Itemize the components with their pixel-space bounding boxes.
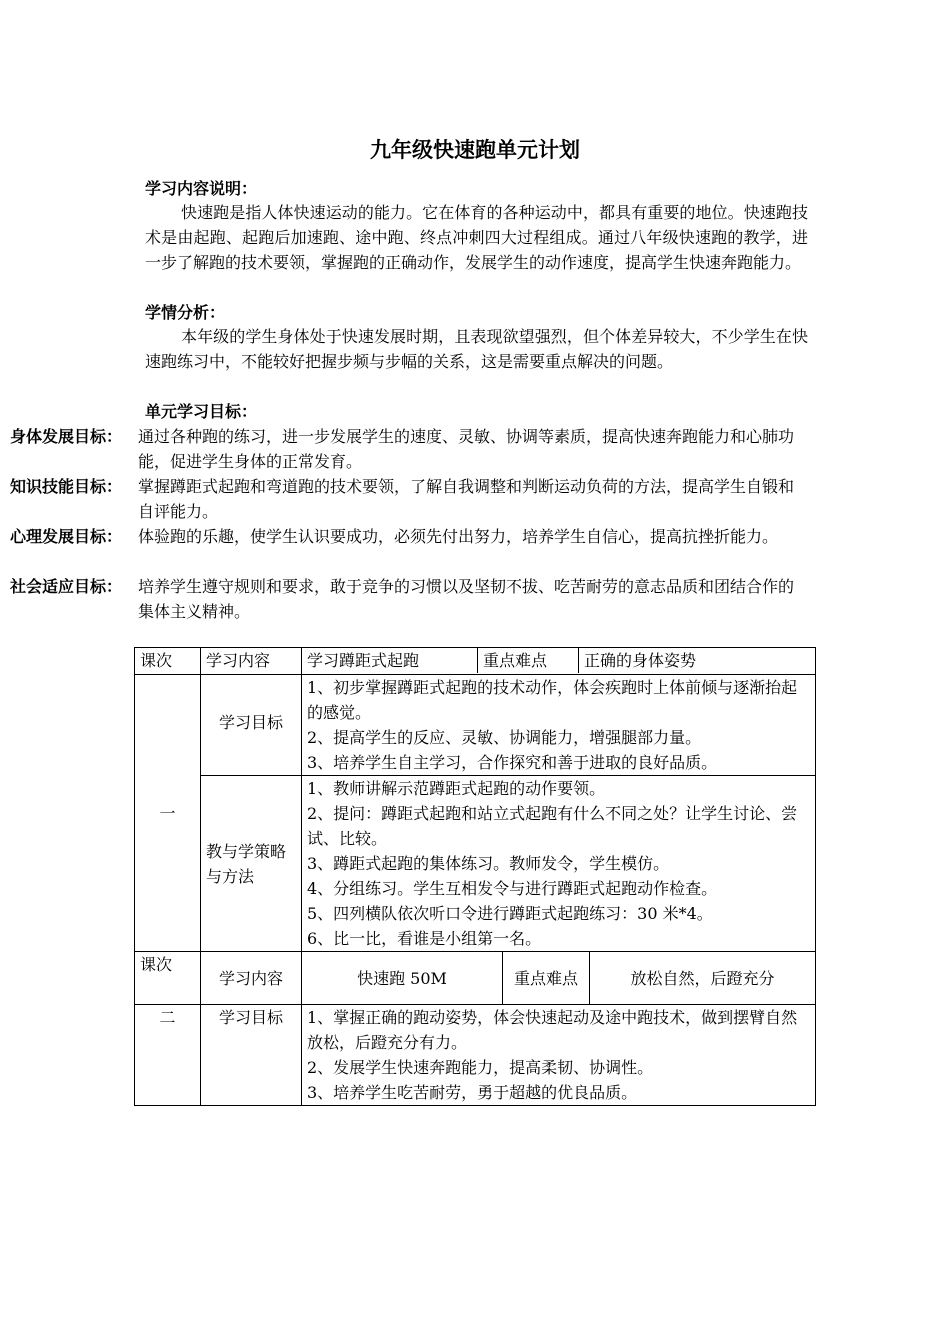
intro-text: 快速跑是指人体快速运动的能力。它在体育的各种运动中，都具有重要的地位。快速跑技术是由起跑、起跑后加速跑、途中跑、终点冲刺四大过程组成。通过八年级快速跑的教学，进一步了解跑的技术要领，掌握跑的正确动作，发展学生的动作速度，提高学生快速奔跑能力。: [145, 203, 808, 272]
goal-label-social: 社会适应目标：: [10, 577, 123, 596]
list-item: 6、比一比，看谁是小组第一名。: [307, 929, 542, 948]
goal-text-skills: 掌握蹲距式起跑和弯道跑的技术要领，了解自我调整和判断运动负荷的方法，提高学生自锻和自评能力。: [138, 477, 795, 521]
goal-text-social: 培养学生遵守规则和要求，敢于竞争的习惯以及坚韧不拔、吃苦耐劳的意志品质和团结合作的集体主义精神。: [138, 577, 795, 621]
goal-text-psychological: 体验跑的乐趣，使学生认识要成功，必须先付出努力，培养学生自信心，提高抗挫折能力。: [138, 527, 779, 546]
list-item: 5、四列横队依次听口令进行蹲距式起跑练习：30 米*4。: [307, 904, 713, 923]
lesson2-number: 二: [135, 1005, 201, 1106]
lesson1-methods-label: 教与学策略与方法: [201, 776, 302, 952]
intro-heading: 学习内容说明：: [145, 179, 258, 198]
list-item: 3、蹲距式起跑的集体练习。教师发令，学生模仿。: [307, 854, 670, 873]
header-content: 学习内容: [201, 648, 302, 675]
list-item: 4、分组练习。学生互相发令与进行蹲距式起跑动作检查。: [307, 879, 718, 898]
lesson2-header-lesson: 课次: [135, 952, 201, 1005]
analysis-heading: 学情分析：: [145, 303, 226, 322]
lesson1-number: 一: [135, 675, 201, 952]
list-item: 3、培养学生自主学习，合作探究和善于进取的良好品质。: [307, 753, 718, 772]
page-title: 九年级快速跑单元计划: [370, 138, 580, 162]
lesson1-key-header: 重点难点: [478, 648, 579, 673]
lesson1-key: 正确的身体姿势: [584, 651, 697, 670]
lesson1-methods: [302, 776, 816, 952]
list-item: 1、初步掌握蹲距式起跑的技术动作，体会疾跑时上体前倾与逐渐抬起的感觉。: [307, 678, 798, 722]
lesson2-content: 快速跑 50M: [302, 952, 503, 1004]
goal-label-physical: 身体发展目标：: [10, 427, 123, 446]
goal-label-skills: 知识技能目标：: [10, 477, 123, 496]
list-item: 2、提问：蹲距式起跑和站立式起跑有什么不同之处？让学生讨论、尝试、比较。: [307, 804, 798, 848]
lesson2-key-header: 重点难点: [503, 952, 590, 1004]
lesson1-objectives: [302, 675, 816, 776]
table-row: [135, 776, 816, 952]
goal-label-psychological: 心理发展目标：: [10, 527, 123, 546]
header-lesson: 课次: [135, 648, 201, 675]
goal-text-physical: 通过各种跑的练习，进一步发展学生的速度、灵敏、协调等素质，提高快速奔跑能力和心肺功能，促进学生身体的正常发育。: [138, 427, 795, 471]
list-item: 2、提高学生的反应、灵敏、协调能力，增强腿部力量。: [307, 728, 702, 747]
list-item: 1、教师讲解示范蹲距式起跑的动作要领。: [307, 779, 606, 798]
list-item: 1、掌握正确的跑动姿势，体会快速起动及途中跑技术，做到摆臂自然放松，后蹬充分有力。: [307, 1008, 798, 1052]
lesson2-objectives: [302, 1005, 816, 1106]
lesson2-header-content: 学习内容: [201, 952, 302, 1005]
analysis-text: 本年级的学生身体处于快速发展时期，且表现欲望强烈，但个体差异较大，不少学生在快速跑练习中，不能较好把握步频与步幅的关系，这是需要重点解决的问题。: [145, 327, 808, 371]
lesson-plan-table: [134, 647, 816, 1106]
table-row: [135, 675, 816, 776]
table-row: [135, 952, 816, 1005]
table-row: [135, 1005, 816, 1106]
lesson1-objectives-label: 学习目标: [201, 675, 302, 776]
lesson2-key: 放松自然，后蹬充分: [630, 968, 775, 988]
lesson1-content: 学习蹲距式起跑: [302, 648, 478, 673]
list-item: 3、培养学生吃苦耐劳，勇于超越的优良品质。: [307, 1083, 638, 1102]
table-row: [135, 648, 816, 675]
lesson2-objectives-label: 学习目标: [201, 1005, 302, 1106]
list-item: 2、发展学生快速奔跑能力，提高柔韧、协调性。: [307, 1058, 654, 1077]
goals-heading: 单元学习目标：: [145, 402, 258, 421]
